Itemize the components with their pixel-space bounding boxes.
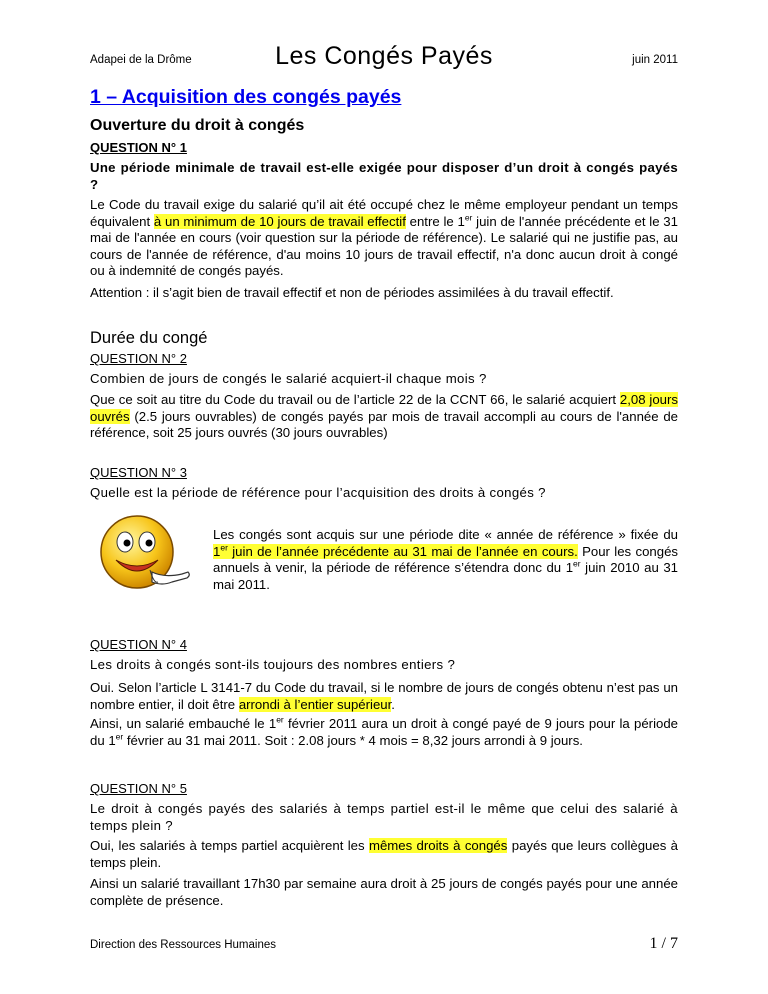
answer-4-paragraph-1: Oui. Selon l’article L 3141-7 du Code du travail, si le nombre de jours de congés obtenu n’est pas un nombre entier, il doit être arrondi à l’entier supérieur. xyxy=(90,680,678,712)
highlight-periode: 1er juin de l’année précédente au 31 mai de l’année en cours. xyxy=(213,542,578,559)
footer-department: Direction des Ressources Humaines xyxy=(90,939,276,951)
question-3-text: Quelle est la période de référence pour l’acquisition des droits à congés ? xyxy=(90,485,546,500)
highlight-memes-droits: mêmes droits à congés xyxy=(368,838,508,853)
pointing-smiley-icon xyxy=(92,512,192,602)
page-header xyxy=(90,42,678,72)
question-2-label: QUESTION N° 2 xyxy=(90,351,187,366)
answer-4-paragraph-2: Ainsi, un salarié embauché le 1er février 2011 aura un droit à congé payé de 9 jours pour la période du 1er février au 31 mai 2011. Soit : 2.08 jours * 4 mois = 8,32 jours arrondi à 9 jours. xyxy=(90,714,678,748)
section-title-acquisition: 1 – Acquisition des congés payés xyxy=(90,86,402,108)
header-title: Les Congés Payés xyxy=(275,42,493,70)
answer-1-paragraph: Le Code du travail exige du salarié qu’il ait été occupé chez le même employeur pendant un temps équivalent à un minimum de 10 jours de travail effectif entre le 1er juin de l'année précédente et le 31 mai de l'année en cours (voir question sur la période de référence). Le salarié qui ne justifie pas, au cours de l'année de référence, d'au moins 10 jours de travail effectif, n'a donc aucun droit à congé ou à indemnité de congés payés. xyxy=(90,197,678,278)
answer-5-paragraph-1: Oui, les salariés à temps partiel acquièrent les mêmes droits à congés payés que leurs collègues à temps plein. xyxy=(90,838,678,870)
header-date: juin 2011 xyxy=(632,54,678,66)
answer-5-paragraph-2: Ainsi un salarié travaillant 17h30 par semaine aura droit à 25 jours de congés payés pour une année complète de présence. xyxy=(90,876,678,908)
subsection-title-duree: Durée du congé xyxy=(90,329,208,347)
header-organization: Adapei de la Drôme xyxy=(90,54,192,66)
footer-page-number: 1 / 7 xyxy=(649,935,678,952)
highlight-2-08-jours: 2,08 jours ouvrés xyxy=(90,392,678,424)
question-3-label: QUESTION N° 3 xyxy=(90,465,187,480)
subsection-title-ouverture: Ouverture du droit à congés xyxy=(90,117,305,134)
question-4-label: QUESTION N° 4 xyxy=(90,637,187,652)
question-5-label: QUESTION N° 5 xyxy=(90,781,187,796)
answer-1-attention: Attention : il s’agit bien de travail effectif et non de périodes assimilées à du travail effectif. xyxy=(90,285,614,300)
highlight-arrondi: arrondi à l’entier supérieur xyxy=(238,696,392,712)
question-5-text: Le droit à congés payés des salariés à temps partiel est-il le même que celui des salarié à temps plein ? xyxy=(90,801,678,833)
answer-2-paragraph: Que ce soit au titre du Code du travail ou de l’article 22 de la CCNT 66, le salarié acquiert 2,08 jours ouvrés (2.5 jours ouvrables) de congés payés par mois de travail accompli au cours de l'année de référence, soit 25 jours ouvrés (30 jours ouvrables) xyxy=(90,392,678,440)
question-2-text: Combien de jours de congés le salarié acquiert-il chaque mois ? xyxy=(90,371,487,386)
highlight-10-jours: à un minimum de 10 jours de travail effectif xyxy=(153,213,406,229)
question-4-text: Les droits à congés sont-ils toujours des nombres entiers ? xyxy=(90,657,456,672)
answer-3-paragraph: Les congés sont acquis sur une période dite « année de référence » fixée du 1er juin de l’année précédente au 31 mai de l’année en cours. Pour les congés annuels à venir, la période de référence s’étendra donc du 1er juin 2010 au 31 mai 2011. xyxy=(213,527,678,592)
question-1-text: Une période minimale de travail est-elle exigée pour disposer d’un droit à congés payés ? xyxy=(90,160,678,192)
question-1-label: QUESTION N° 1 xyxy=(90,140,187,155)
